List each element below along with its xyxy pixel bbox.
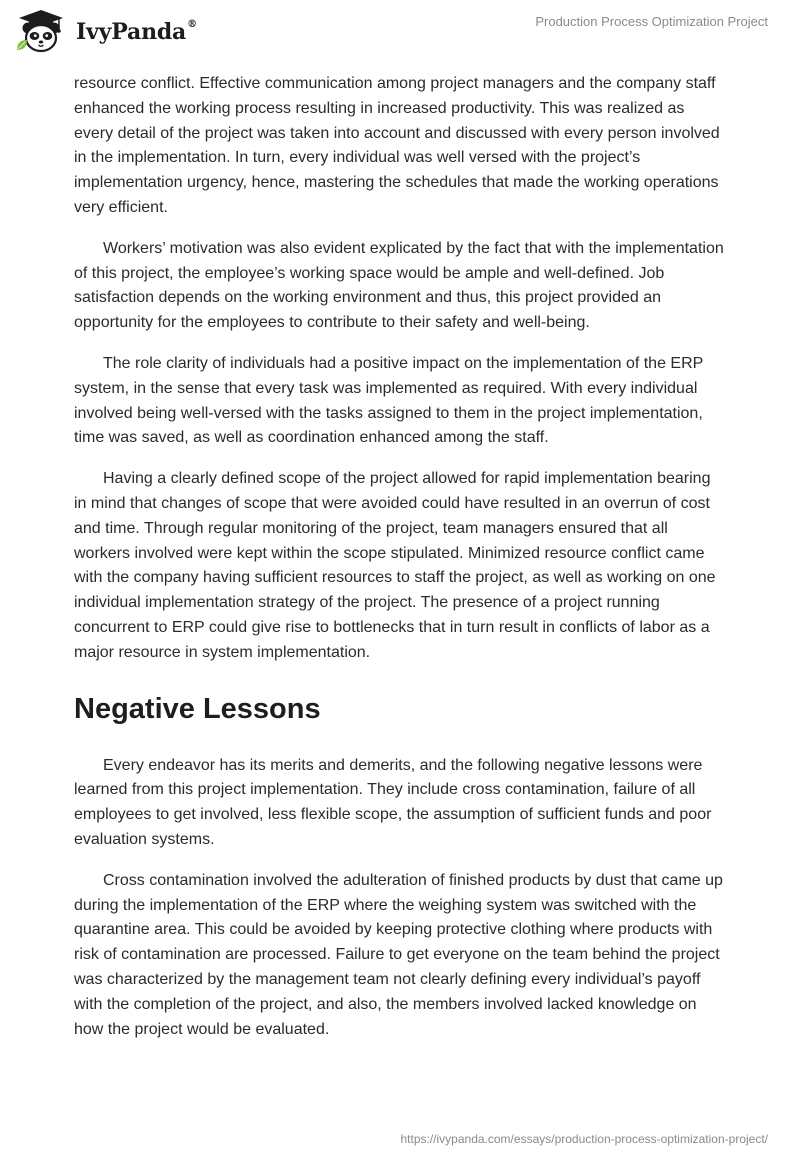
brand-name: IvyPanda® xyxy=(76,18,197,45)
section-heading: Negative Lessons xyxy=(74,692,321,725)
paragraph: Every endeavor has its merits and demerits, and the following negative lessons were learned from this project implementation. They include cross contamination, failure of all employees to get involved, less flexible scope, the assumption of sufficient funds and poor evaluation systems. xyxy=(74,756,712,848)
essay-body xyxy=(74,72,726,1058)
page-header xyxy=(0,0,800,70)
registered-mark: ® xyxy=(187,18,197,30)
paragraph: Cross contamination involved the adulteration of finished products by dust that came up during the implementation of the ERP where the weighing system was switched with the quarantine area. This could be avoided by keeping protective clothing where products with risk of contamination are processed. Failure to get everyone on the team behind the project was characterized by the management team not clearly defining every individual’s payoff with the completion of the project, and also, the members involved lacked knowledge on how the project would be evaluated. xyxy=(74,871,723,1038)
panda-logo-icon xyxy=(14,8,68,54)
document-title: Production Process Optimization Project xyxy=(535,14,768,29)
paragraph: resource conflict. Effective communication among project managers and the company staff enhanced the working process resulting in increased productivity. This was realized as every detail of the project was taken into account and discussed with every person involved in the implementation. In turn, every individual was well versed with the project’s implementation urgency, hence, mastering the schedules that made the working operations very efficient. xyxy=(74,75,720,216)
source-url[interactable]: https://ivypanda.com/essays/production-process-optimization-project/ xyxy=(400,1132,768,1146)
ivypanda-logo[interactable] xyxy=(14,8,197,54)
paragraph: Having a clearly defined scope of the project allowed for rapid implementation bearing in mind that changes of scope that were avoided could have resulted in an overrun of cost and time. Through regular monitoring of the project, team managers ensured that all workers involved were kept within the scope stipulated. Minimized resource conflict came with the company having sufficient resources to staff the project, as well as working on one individual implementation strategy of the project. The presence of a project running concurrent to ERP could give rise to bottlenecks that in turn result in conflicts of labor as a major resource in system implementation. xyxy=(74,470,716,661)
paragraph: The role clarity of individuals had a positive impact on the implementation of the ERP system, in the sense that every task was implemented as required. With every individual involved being well-versed with the tasks assigned to them in the project implementation, time was saved, as well as coordination enhanced among the staff. xyxy=(74,354,704,447)
paragraph: Workers’ motivation was also evident explicated by the fact that with the implementation of this project, the employee’s working space would be ample and well-defined. Job satisfaction depends on the working environment and thus, this project provided an opportunity for the employees to contribute to their safety and well-being. xyxy=(74,239,724,332)
